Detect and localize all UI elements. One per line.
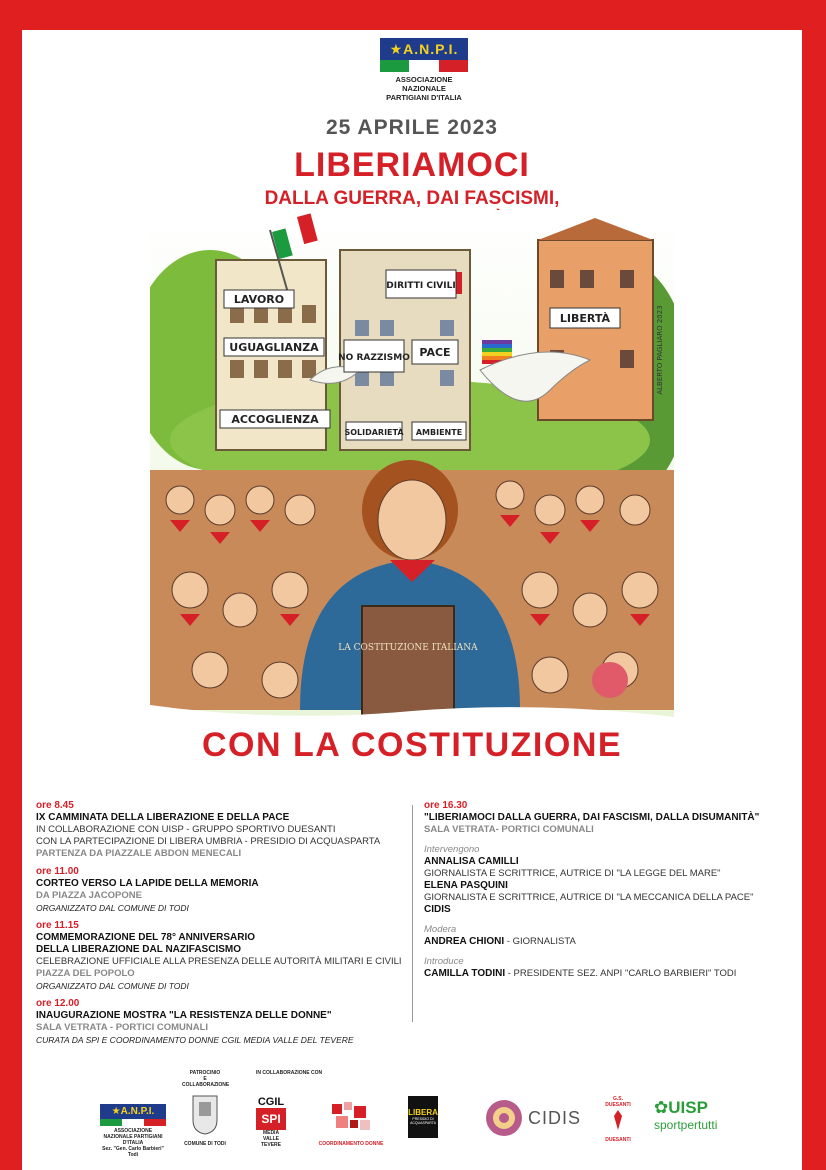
banner-ambiente: AMBIENTE xyxy=(415,428,463,437)
libera-label: LIBERA xyxy=(408,1108,438,1117)
column-divider xyxy=(412,805,413,1022)
item-time: ore 11.00 xyxy=(36,866,79,877)
spi-caption: MEDIA VALLE TEVERE xyxy=(260,1130,281,1148)
poster-sheet xyxy=(22,30,802,1170)
subtitle-line-1: DALLA GUERRA, DAI FASCISMI, xyxy=(264,188,560,209)
program-item-4 xyxy=(36,998,412,1046)
balloon-icon xyxy=(592,662,628,698)
item-title: IX CAMMINATA DELLA LIBERAZIONE E DELLA PACE xyxy=(36,812,290,823)
item-line: IN COLLABORAZIONE CON UISP - GRUPPO SPORTIVO DUESANTI xyxy=(36,824,336,835)
right-title: "LIBERIAMOCI DALLA GUERRA, DAI FASCISMI, DALLA DISUMANITÀ" xyxy=(424,812,760,823)
duesanti-label: DUESANTI xyxy=(605,1137,631,1143)
program-left xyxy=(36,794,412,1046)
tricolor-flag-icon xyxy=(380,60,468,72)
comune-todi-logo xyxy=(182,1070,228,1147)
item-place: PIAZZA DEL POPOLO xyxy=(36,968,135,979)
duesanti-logo xyxy=(600,1096,636,1143)
artist-signature: ALBERTO PAGLIARO 2023 xyxy=(656,305,664,395)
banner-solidarieta: SOLIDARIETÀ xyxy=(344,428,404,437)
cidis-label: CIDIS xyxy=(528,1108,582,1128)
speaker-name: CIDIS xyxy=(424,904,451,915)
speaker-desc: GIORNALISTA E SCRITTRICE, AUTRICE DI "LA LEGGE DEL MARE" xyxy=(424,868,721,879)
banner-pace: PACE xyxy=(419,346,451,359)
anpi-footer-caption: ASSOCIAZIONE NAZIONALE PARTIGIANI D'ITALIA Sez. "Gen. Carlo Barbieri" Todi xyxy=(102,1128,164,1158)
speaker-name: ANNALISA CAMILLI xyxy=(424,856,519,867)
item-title: COMMEMORAZIONE DEL 78° ANNIVERSARIO DELLA LIBERAZIONE DAL NAZIFASCISMO xyxy=(36,932,256,955)
sponsor-logos xyxy=(22,1070,802,1165)
comune-label: COMUNE DI TODI xyxy=(184,1141,226,1147)
program-item-3 xyxy=(36,920,412,992)
item-time: ore 8.45 xyxy=(36,800,74,811)
duesanti-figure-icon xyxy=(608,1108,628,1132)
item-line: CON LA PARTECIPAZIONE DI LIBERA UMBRIA - PRESIDIO DI ACQUASPARTA xyxy=(36,836,381,847)
uisp-runner-icon: ✿ xyxy=(654,1098,669,1117)
cgil-label: CGIL xyxy=(257,1096,285,1108)
item-place: SALA VETRATA - PORTICI COMUNALI xyxy=(36,1022,209,1033)
banner-lavoro: LAVORO xyxy=(233,293,285,306)
main-title: LIBERIAMOCI xyxy=(294,146,530,184)
coordinamento-label: COORDINAMENTO DONNE xyxy=(318,1141,384,1147)
banner-no-razzismo: NO RAZZISMO xyxy=(338,353,410,363)
uisp-logo xyxy=(654,1098,736,1132)
duesanti-top: G.S. DUESANTI xyxy=(605,1096,631,1108)
crowd xyxy=(150,460,674,716)
cgil-spi-logo xyxy=(256,1096,286,1148)
intro-name: CAMILLA TODINI xyxy=(424,968,506,979)
cidis-emblem-icon xyxy=(484,1098,524,1138)
cidis-logo xyxy=(484,1098,582,1142)
anpi-logo-footer xyxy=(100,1104,166,1158)
intro-role: - PRESIDENTE SEZ. ANPI "CARLO BARBIERI" TODI xyxy=(505,968,737,979)
moderator-name: ANDREA CHIONI xyxy=(424,936,505,947)
speaker-desc: GIORNALISTA E SCRITTRICE, AUTRICE DI "LA MECCANICA DELLA PACE" xyxy=(424,892,754,903)
anpi-badge: ★A.N.P.I. xyxy=(380,38,468,60)
crowd-illustration xyxy=(150,210,674,718)
item-time: ore 12.00 xyxy=(36,998,80,1009)
coordinamento-donne-logo xyxy=(316,1100,386,1147)
banner-accoglienza: ACCOGLIENZA xyxy=(231,413,319,426)
item-note: CURATA DA SPI E COORDINAMENTO DONNE CGIL MEDIA VALLE DEL TEVERE xyxy=(36,1035,354,1045)
item-title: CORTEO VERSO LA LAPIDE DELLA MEMORIA xyxy=(36,878,259,889)
moderator-label: Modera xyxy=(424,924,457,935)
item-title: INAUGURAZIONE MOSTRA "LA RESISTENZA DELLE DONNE" xyxy=(36,1010,332,1021)
moderator xyxy=(424,936,794,948)
program-item-2 xyxy=(36,866,412,914)
speaker-name: ELENA PASQUINI xyxy=(424,880,508,891)
banner-diritti-civili: DIRITTI CIVILI xyxy=(386,281,456,291)
uisp-sub: sportpertutti xyxy=(654,1118,718,1132)
item-place: PARTENZA DA PIAZZALE ABDON MENECALI xyxy=(36,848,242,859)
program-right xyxy=(424,794,794,980)
item-place: DA PIAZZA JACOPONE xyxy=(36,890,142,901)
program-item-1 xyxy=(36,800,412,860)
mosaic-icon xyxy=(328,1100,374,1136)
uisp-text: UISP xyxy=(668,1098,708,1117)
patrocinio-label: PATROCINIO E COLLABORAZIONE xyxy=(182,1070,230,1088)
item-note: ORGANIZZATO DAL COMUNE DI TODI xyxy=(36,981,189,991)
todi-crest-icon xyxy=(190,1092,220,1136)
moderator-role: - GIORNALISTA xyxy=(504,936,576,947)
headline-con-la-costituzione: CON LA COSTITUZIONE xyxy=(201,726,623,764)
spi-label: SPI xyxy=(256,1108,286,1130)
right-place: SALA VETRATA- PORTICI COMUNALI xyxy=(424,824,594,835)
banner-uguaglianza: UGUAGLIANZA xyxy=(229,341,319,354)
item-time: ore 11.15 xyxy=(36,920,79,931)
uisp-label xyxy=(654,1098,736,1118)
book-title: LA COSTITUZIONE ITALIANA xyxy=(338,643,478,653)
item-note: ORGANIZZATO DAL COMUNE DI TODI xyxy=(36,903,189,913)
anpi-logo-header xyxy=(380,38,468,102)
anpi-footer-badge: ★A.N.P.I. xyxy=(100,1104,166,1119)
collaborazione-label: IN COLLABORAZIONE CON xyxy=(256,1070,323,1076)
introducer xyxy=(424,968,794,980)
anpi-subtitle: ASSOCIAZIONE NAZIONALE PARTIGIANI D'ITALIA xyxy=(386,75,462,102)
item-line: CELEBRAZIONE UFFICIALE ALLA PRESENZA DELLE AUTORITÀ MILITARI E CIVILI xyxy=(36,956,402,967)
constitution-book xyxy=(362,606,454,716)
libera-caption: PRESIDIO DI ACQUASPARTA xyxy=(410,1117,436,1125)
banner-liberta: LIBERTÀ xyxy=(559,312,611,325)
right-time: ore 16.30 xyxy=(424,800,468,811)
libera-logo xyxy=(408,1096,438,1138)
intro-label: Introduce xyxy=(424,956,464,967)
speakers-label: Intervengono xyxy=(424,844,480,855)
event-date: 25 APRILE 2023 xyxy=(326,116,498,139)
